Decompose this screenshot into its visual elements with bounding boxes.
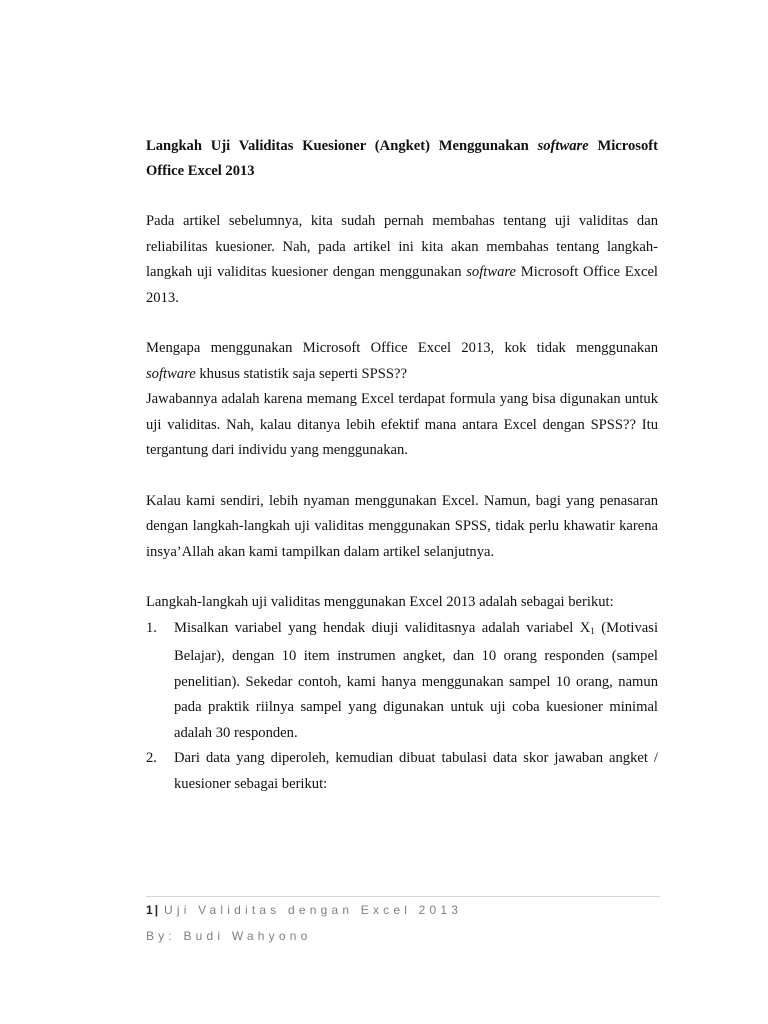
document-page <box>146 134 658 797</box>
footer-author: By: Budi Wahyono <box>146 929 312 943</box>
footer-separator: | <box>154 903 159 917</box>
footer-doc-title: Uji Validitas dengan Excel 2013 <box>164 903 463 917</box>
page-number: 1 <box>146 903 153 917</box>
list-item: 2. Dari data yang diperoleh, kemudian dibuat tabulasi data skor jawaban angket / kuesioner sebagai berikut: <box>146 750 658 792</box>
paragraph-answer: Jawabannya adalah karena memang Excel terdapat formula yang bisa digunakan untuk uji validitas. Nah, kalau ditanya lebih efektif mana antara Excel dengan SPSS?? Itu tergantung dari individu yang menggunakan. <box>146 391 658 458</box>
paragraph-preference: Kalau kami sendiri, lebih nyaman menggunakan Excel. Namun, bagi yang penasaran dengan langkah-langkah uji validitas menggunakan SPSS, tidak perlu khawatir karena insya’Allah akan kami tampilkan dalam artikel selanjutnya. <box>146 492 658 560</box>
steps-list <box>146 616 658 798</box>
paragraph-steps-intro: Langkah-langkah uji validitas menggunakan Excel 2013 adalah sebagai berikut: <box>146 594 614 610</box>
document-title: Langkah Uji Validitas Kuesioner (Angket) Menggunakan software Microsoft Office Excel 2013 <box>146 138 658 179</box>
paragraph-intro: Pada artikel sebelumnya, kita sudah pernah membahas tentang uji validitas dan reliabilitas kuesioner. Nah, pada artikel ini kita akan membahas tentang langkah-langkah uji validitas kuesioner dengan menggunakan software Microsoft Office Excel 2013. <box>146 213 658 306</box>
footer-divider <box>146 896 660 897</box>
footer-title-row <box>146 903 660 917</box>
paragraph-why-excel: Mengapa menggunakan Microsoft Office Excel 2013, kok tidak menggunakan software khusus statistik saja seperti SPSS?? <box>146 340 658 382</box>
page-footer <box>146 896 660 943</box>
list-item: 1. Misalkan variabel yang hendak diuji validitasnya adalah variabel $X_1$ (Motivasi Belajar), dengan 10 item instrumen angket, dan 10 orang responden (sampel penelitian). Sekedar contoh, kami hanya menggunakan sampel 10 orang, namun pada praktik riilnya sampel yang digunakan untuk uji coba kuesioner minimal adalah 30 responden. <box>146 619 658 741</box>
